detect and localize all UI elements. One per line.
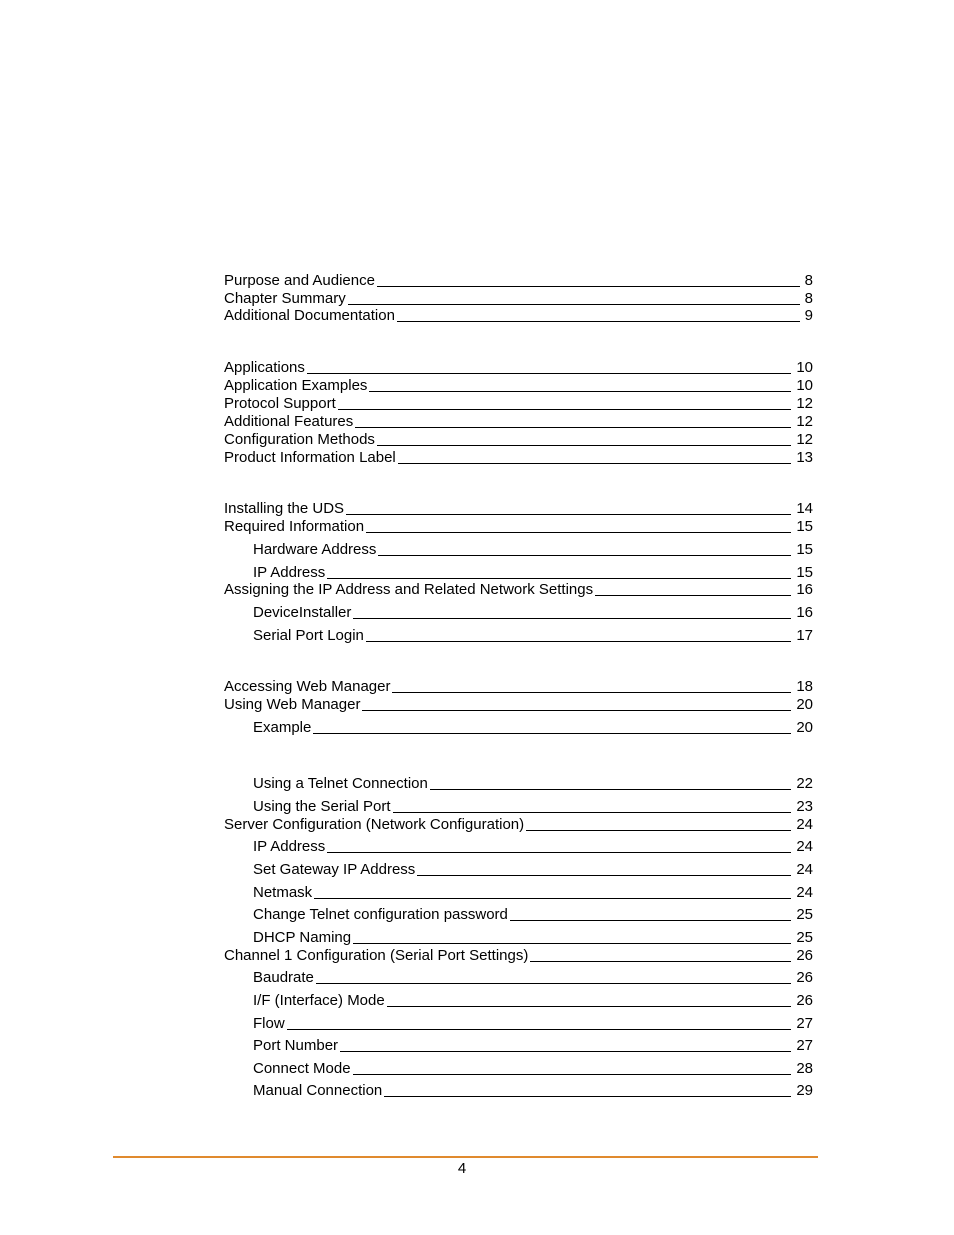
toc-leader xyxy=(362,710,791,711)
toc-leader xyxy=(417,875,791,876)
toc-entry-page: 15 xyxy=(796,564,813,581)
toc-entry-page: 26 xyxy=(796,947,813,964)
toc-leader xyxy=(353,1074,792,1075)
toc-leader xyxy=(327,578,791,579)
toc-leader xyxy=(398,463,792,464)
toc-entry-page: 16 xyxy=(796,604,813,621)
toc-entry[interactable] xyxy=(253,929,813,947)
toc-leader xyxy=(526,830,791,831)
toc-leader xyxy=(353,943,791,944)
toc-entry-page: 17 xyxy=(796,627,813,644)
toc-entry-label: Using Web Manager xyxy=(224,696,361,713)
toc-leader xyxy=(307,373,791,374)
toc-entry-page: 24 xyxy=(796,838,813,855)
toc-entry-page: 28 xyxy=(796,1060,813,1077)
toc-entry[interactable] xyxy=(253,1060,813,1078)
toc-entry[interactable] xyxy=(224,431,813,449)
toc-leader xyxy=(393,812,792,813)
toc-entry-page: 24 xyxy=(796,816,813,833)
toc-entry-page: 10 xyxy=(796,359,813,376)
toc-entry-page: 14 xyxy=(796,500,813,517)
toc-entry-label: DeviceInstaller xyxy=(253,604,352,621)
toc-leader xyxy=(366,532,791,533)
toc-entry-label: Protocol Support xyxy=(224,395,336,412)
toc-entry-page: 9 xyxy=(804,307,813,324)
toc-entry[interactable] xyxy=(253,838,813,856)
toc-entry[interactable] xyxy=(253,969,813,987)
toc-leader xyxy=(348,304,800,305)
toc-entry-label: Connect Mode xyxy=(253,1060,351,1077)
toc-entry-label: Channel 1 Configuration (Serial Port Settings) xyxy=(224,947,529,964)
toc-entry-page: 8 xyxy=(804,290,813,307)
toc-leader xyxy=(366,641,791,642)
toc-leader xyxy=(392,692,791,693)
toc-entry-label: IP Address xyxy=(253,838,326,855)
toc-entry[interactable] xyxy=(253,798,813,816)
toc-entry-page: 12 xyxy=(796,413,813,430)
toc-entry-page: 20 xyxy=(796,719,813,736)
toc-entry[interactable] xyxy=(224,290,813,308)
toc-entry-label: Set Gateway IP Address xyxy=(253,861,416,878)
toc-entry-label: Using the Serial Port xyxy=(253,798,391,815)
toc-leader xyxy=(316,983,791,984)
toc-entry-page: 25 xyxy=(796,906,813,923)
toc-entry-label: Installing the UDS xyxy=(224,500,345,517)
toc-entry-label: Application Examples xyxy=(224,377,368,394)
toc-entry-label: Baudrate xyxy=(253,969,314,986)
toc-entry-label: Change Telnet configuration password xyxy=(253,906,508,923)
toc-entry-page: 15 xyxy=(796,518,813,535)
toc-leader xyxy=(377,286,800,287)
toc-entry-page: 18 xyxy=(796,678,813,695)
toc-entry[interactable] xyxy=(224,359,813,377)
toc-entry-page: 27 xyxy=(796,1015,813,1032)
toc-entry-page: 20 xyxy=(796,696,813,713)
toc-leader xyxy=(355,427,791,428)
toc-entry-page: 12 xyxy=(796,431,813,448)
toc-entry-label: Serial Port Login xyxy=(253,627,364,644)
toc-entry-label: I/F (Interface) Mode xyxy=(253,992,385,1009)
toc-entry-page: 24 xyxy=(796,884,813,901)
toc-leader xyxy=(397,321,800,322)
toc-entry[interactable] xyxy=(224,449,813,467)
toc-leader xyxy=(387,1006,792,1007)
toc-entry-label: Purpose and Audience xyxy=(224,272,375,289)
toc-entry-label: Server Configuration (Network Configuration) xyxy=(224,816,525,833)
toc-entry[interactable] xyxy=(224,395,813,413)
toc-leader xyxy=(510,920,791,921)
toc-entry[interactable] xyxy=(253,627,813,645)
toc-leader xyxy=(384,1096,791,1097)
toc-entry-page: 13 xyxy=(796,449,813,466)
toc-entry-page: 24 xyxy=(796,861,813,878)
toc-entry-label: Assigning the IP Address and Related Network Settings xyxy=(224,581,594,598)
toc-leader xyxy=(346,514,791,515)
toc-leader xyxy=(338,409,792,410)
toc-leader xyxy=(340,1051,791,1052)
toc-entry-label: Hardware Address xyxy=(253,541,377,558)
toc-entry[interactable] xyxy=(253,604,813,622)
toc-entry-page: 8 xyxy=(804,272,813,289)
toc-entry-label: IP Address xyxy=(253,564,326,581)
toc-entry[interactable] xyxy=(224,272,813,290)
toc-entry[interactable] xyxy=(224,518,813,536)
toc-leader xyxy=(378,555,791,556)
toc-entry[interactable] xyxy=(253,541,813,559)
toc-leader xyxy=(369,391,791,392)
toc-entry-label: Additional Features xyxy=(224,413,354,430)
toc-entry-label: Port Number xyxy=(253,1037,339,1054)
toc-entry-label: Chapter Summary xyxy=(224,290,346,307)
toc-entry-label: Product Information Label xyxy=(224,449,396,466)
toc-entry[interactable] xyxy=(224,581,813,599)
toc-entry[interactable] xyxy=(253,906,813,924)
toc-entry[interactable] xyxy=(253,1082,813,1100)
toc-leader xyxy=(327,852,791,853)
toc-entry-page: 16 xyxy=(796,581,813,598)
footer-rule xyxy=(113,1156,818,1158)
page-number: 4 xyxy=(457,1160,467,1177)
toc-entry-page: 29 xyxy=(796,1082,813,1099)
toc-entry-label: Example xyxy=(253,719,312,736)
toc-entry[interactable] xyxy=(253,992,813,1010)
toc-leader xyxy=(313,733,791,734)
toc-leader xyxy=(530,961,791,962)
toc-entry[interactable] xyxy=(224,816,813,834)
toc-entry[interactable] xyxy=(253,1015,813,1033)
toc-entry-page: 27 xyxy=(796,1037,813,1054)
toc-entry[interactable] xyxy=(253,861,813,879)
toc-entry[interactable] xyxy=(224,377,813,395)
toc-entry-label: Applications xyxy=(224,359,305,376)
toc-entry-label: Using a Telnet Connection xyxy=(253,775,428,792)
toc-leader xyxy=(595,595,791,596)
toc-entry[interactable] xyxy=(224,678,813,696)
toc-entry-page: 12 xyxy=(796,395,813,412)
toc-entry-page: 23 xyxy=(796,798,813,815)
toc-entry-label: Flow xyxy=(253,1015,285,1032)
toc-entry[interactable] xyxy=(224,696,813,714)
toc-entry[interactable] xyxy=(253,1037,813,1055)
toc-entry-page: 25 xyxy=(796,929,813,946)
toc-entry-page: 26 xyxy=(796,992,813,1009)
toc-entry-page: 10 xyxy=(796,377,813,394)
toc-entry-page: 22 xyxy=(796,775,813,792)
toc-entry-label: Accessing Web Manager xyxy=(224,678,391,695)
toc-entry[interactable] xyxy=(253,564,813,582)
toc-entry-page: 26 xyxy=(796,969,813,986)
toc-entry-label: Additional Documentation xyxy=(224,307,395,324)
toc-entry[interactable] xyxy=(224,947,813,965)
toc-leader xyxy=(353,618,791,619)
toc-entry[interactable] xyxy=(253,719,813,737)
toc-entry-label: DHCP Naming xyxy=(253,929,352,946)
toc-leader xyxy=(377,445,791,446)
toc-entry-label: Required Information xyxy=(224,518,365,535)
toc-entry-label: Configuration Methods xyxy=(224,431,375,448)
toc-entry-page: 15 xyxy=(796,541,813,558)
toc-leader xyxy=(287,1029,792,1030)
toc-entry[interactable] xyxy=(224,500,813,518)
toc-entry-label: Netmask xyxy=(253,884,313,901)
toc-entry-label: Manual Connection xyxy=(253,1082,383,1099)
toc-entry[interactable] xyxy=(253,775,813,793)
toc-leader xyxy=(314,898,791,899)
toc-entry[interactable] xyxy=(253,884,813,902)
toc-leader xyxy=(430,789,791,790)
toc-entry[interactable] xyxy=(224,307,813,325)
toc-entry[interactable] xyxy=(224,413,813,431)
